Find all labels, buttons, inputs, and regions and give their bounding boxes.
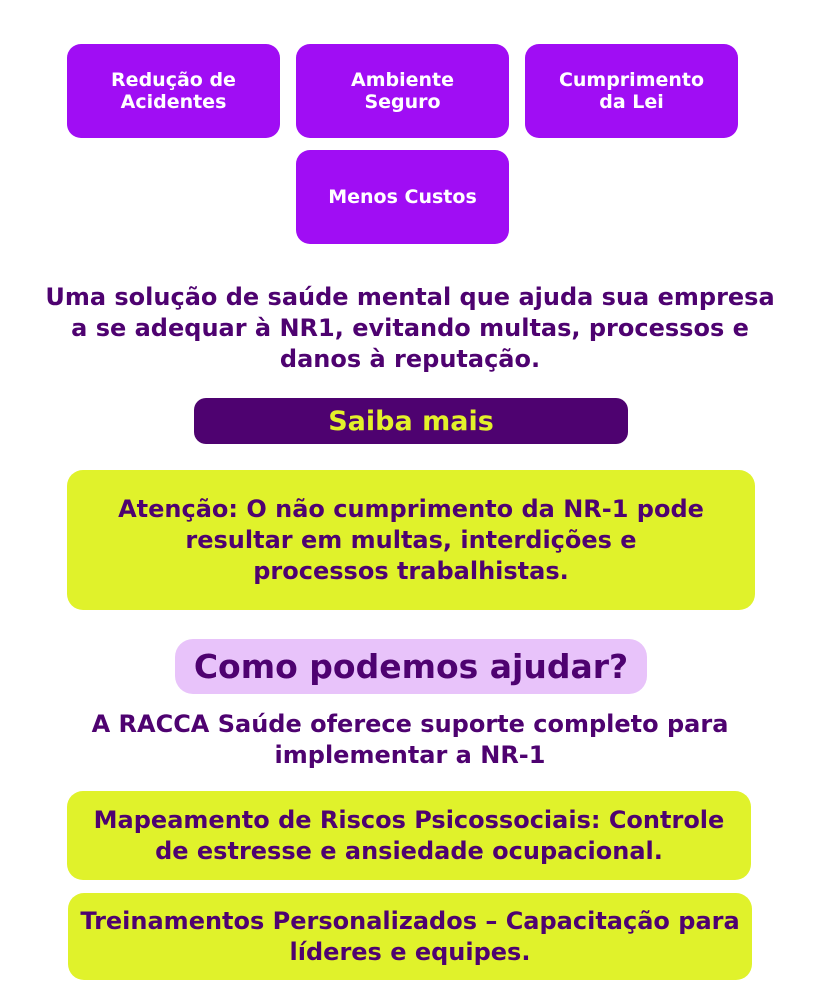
benefit-tile-reducao-acidentes[interactable] <box>67 44 280 138</box>
benefit-tile-ambiente-seguro[interactable] <box>296 44 509 138</box>
feature-card-treinamentos <box>68 893 752 980</box>
help-title-text: Como podemos ajudar? <box>193 647 629 686</box>
alert-text: Atenção: O não cumprimento da NR-1 pode resultar em multas, interdições e processos trabalhistas. <box>118 494 704 585</box>
benefit-tile-label: Menos Custos <box>328 186 477 208</box>
feature-card-text: Mapeamento de Riscos Psicossociais: Controle de estresse e ansiedade ocupacional. <box>93 805 725 865</box>
benefit-tile-cumprimento-lei[interactable] <box>525 44 738 138</box>
saiba-mais-button[interactable] <box>194 398 628 444</box>
feature-card-mapeamento <box>67 791 751 880</box>
alert-card <box>67 470 755 610</box>
saiba-mais-label: Saiba mais <box>328 405 494 437</box>
benefit-tile-menos-custos[interactable] <box>296 150 509 244</box>
intro-text: Uma solução de saúde mental que ajuda sua empresa a se adequar à NR1, evitando multas, processos e danos à reputação. <box>45 283 775 373</box>
help-title <box>175 639 647 694</box>
help-subtitle: A RACCA Saúde oferece suporte completo para implementar a NR-1 <box>91 710 729 769</box>
benefit-tile-label: Ambiente Seguro <box>351 69 454 113</box>
benefit-tile-label: Cumprimento da Lei <box>558 69 705 113</box>
benefit-tile-label: Redução de Acidentes <box>111 69 236 113</box>
feature-card-text: Treinamentos Personalizados – Capacitação para líderes e equipes. <box>80 906 740 966</box>
